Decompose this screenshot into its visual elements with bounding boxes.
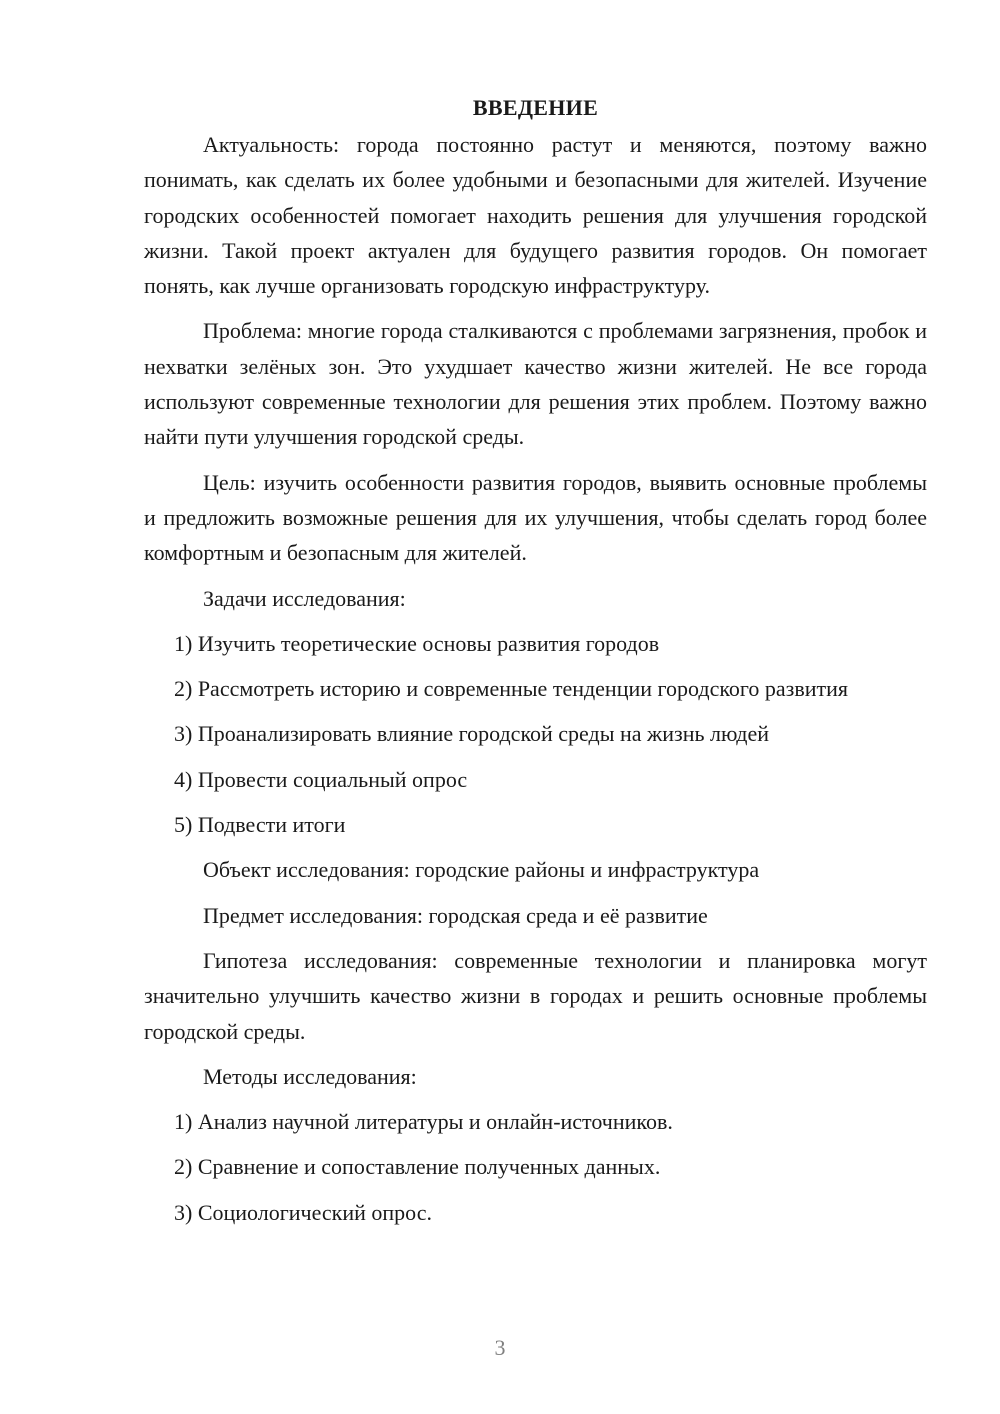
method-item-2: 2) Сравнение и сопоставление полученных данных. <box>174 1154 661 1180</box>
relevance-paragraph: Актуальность: города постоянно растут и меняются, поэтому важно понимать, как сделать их более удобными и безопасными для жителей. Изучение городских особенностей помогает находить решения для улучшения городской жизни. Такой проект актуален для будущего развития городов. Он помогает понять, как лучше организовать городскую инфраструктуру. <box>144 132 927 299</box>
tasks-heading: Задачи исследования: <box>203 585 406 611</box>
page-number: 3 <box>494 1335 506 1360</box>
subject-paragraph: Предмет исследования: городская среда и её развитие <box>203 902 708 928</box>
task-item-4: 4) Провести социальный опрос <box>174 766 468 792</box>
hypothesis-paragraph: Гипотеза исследования: современные технологии и планировка могут значительно улучшить качество жизни в городах и решить основные проблемы городской среды. <box>144 947 927 1044</box>
task-item-2: 2) Рассмотреть историю и современные тенденции городского развития <box>174 676 848 702</box>
task-item-1: 1) Изучить теоретические основы развития городов <box>174 630 660 656</box>
method-item-3: 3) Социологический опрос. <box>174 1199 432 1225</box>
methods-heading: Методы исследования: <box>203 1063 417 1089</box>
method-item-1: 1) Анализ научной литературы и онлайн-источников. <box>174 1109 673 1135</box>
task-item-5: 5) Подвести итоги <box>174 812 346 838</box>
task-item-3: 3) Проанализировать влияние городской среды на жизнь людей <box>174 721 770 747</box>
document-page <box>144 90 927 1240</box>
object-paragraph: Объект исследования: городские районы и инфраструктура <box>203 857 760 883</box>
problem-paragraph: Проблема: многие города сталкиваются с проблемами загрязнения, пробок и нехватки зелёных зон. Это ухудшает качество жизни жителей. Не все города используют современные технологии для решения этих проблем. Поэтому важно найти пути улучшения городской среды. <box>144 318 927 450</box>
goal-paragraph: Цель: изучить особенности развития городов, выявить основные проблемы и предложить возможные решения для их улучшения, чтобы сделать город более комфортным и безопасным для жителей. <box>144 469 927 566</box>
page-title: ВВЕДЕНИЕ <box>472 95 599 120</box>
